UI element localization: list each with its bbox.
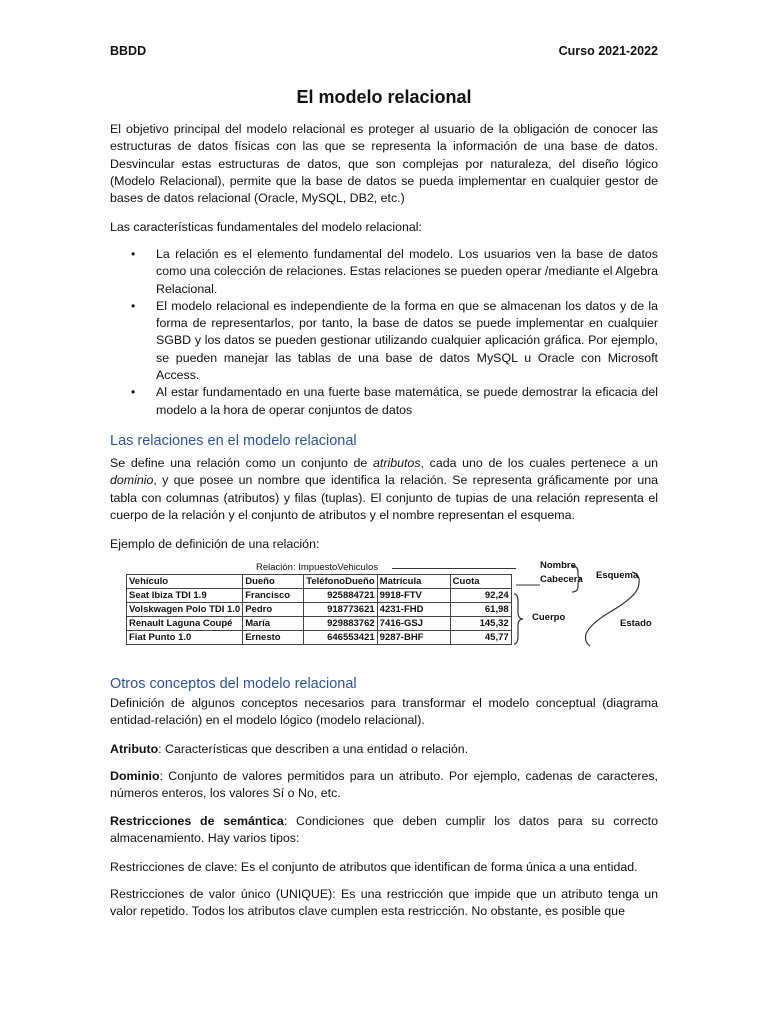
table-row: Volskwagen Polo TDI 1.0 Pedro 918773621 4231-FHD 61,98: [127, 603, 512, 617]
section-heading-concepts: Otros conceptos del modelo relacional: [110, 676, 357, 692]
list-item: • Al estar fundamentado en una fuerte base matemática, se puede demostrar la eficacia del modelo a la hora de operar conjuntos de datos: [131, 385, 658, 417]
bullet-icon: •: [131, 247, 136, 261]
name-pointer-line: [392, 568, 516, 569]
label-estado: Estado: [620, 618, 652, 629]
bullet-icon: •: [131, 385, 136, 400]
label-esquema: Esquema: [596, 570, 639, 581]
section-heading-relations: Las relaciones en el modelo relacional: [110, 433, 357, 449]
column-header: Matrícula: [377, 575, 450, 589]
concepts-intro: Definición de algunos conceptos necesarios para transformar el modelo conceptual (diagrama entidad-relación) en el modelo lógico (modelo relacional).: [110, 696, 658, 728]
definition-restricciones: Restricciones de semántica: Condiciones que deben cumplir los datos para su correcto almacenamiento. Hay varios tipos:: [110, 814, 658, 846]
table-row: Renault Laguna Coupé María 929883762 7416-GSJ 145,32: [127, 617, 512, 631]
list-item: • La relación es el elemento fundamental del modelo. Los usuarios ven la base de datos como una colección de relaciones. Estas relaciones se pueden operar /mediante el Algebra Relacional.: [131, 247, 658, 296]
restriction-unique: Restricciones de valor único (UNIQUE): Es una restricción que impide que un atributo tenga un valor repetido. Todos los atributos clave cumplen esta restricción. No obstante, es posible que: [110, 887, 658, 919]
definition-dominio: Dominio: Conjunto de valores permitidos para un atributo. Por ejemplo, cadenas de caracteres, números enteros, los valores Sí o No, etc.: [110, 769, 658, 801]
label-nombre: Nombre: [540, 560, 576, 571]
column-header: Dueño: [243, 575, 304, 589]
bullet-icon: •: [131, 298, 136, 313]
column-header: Vehículo: [127, 575, 243, 589]
intro-paragraph: El objetivo principal del modelo relacional es proteger al usuario de la obligación de conocer las estructuras de datos físicas con las que se representa la información de una base de datos. Desvincular estas estructuras de datos, que son complejas por naturaleza, del diseño lógico (Modelo Relacional), permite que la base de datos se pueda implementar en cualquier gestor de bases de datos relacional (Oracle, MySQL, DB2, etc.): [110, 122, 658, 206]
definition-atributo: Atributo: Características que describen a una entidad o relación.: [110, 742, 469, 756]
features-intro: Las características fundamentales del modelo relacional:: [110, 220, 422, 234]
label-cabecera: Cabecera: [540, 574, 583, 585]
list-item: • El modelo relacional es independiente de la forma en que se almacenan los datos y de la forma de representarlos, por tanto, la base de datos se puede implementar en cualquier SGBD y los datos se pueden gestionar utilizando cualquier aplicación gráfica. Por ejemplo, se pueden manejar las tablas de una base de datos MySQL u Oracle con Microsoft Access.: [131, 298, 658, 383]
header-course: Curso 2021-2022: [558, 44, 658, 58]
table-row: Fiat Punto 1.0 Ernesto 646553421 9287-BHF 45,77: [127, 631, 512, 645]
table-header-row: [127, 575, 512, 589]
schema-annotation-graphic: [514, 560, 664, 660]
header-subject: BBDD: [110, 44, 147, 58]
example-caption: Ejemplo de definición de una relación:: [110, 537, 320, 551]
relation-table: [126, 574, 512, 645]
restriction-key: Restricciones de clave: Es el conjunto de atributos que identifican de forma única a una entidad.: [110, 860, 638, 874]
relation-figure: [126, 560, 666, 660]
table-row: Seat Ibiza TDI 1.9 Francisco 925884721 9918-FTV 92,24: [127, 589, 512, 603]
column-header: TeléfonoDueño: [304, 575, 377, 589]
column-header: Cuota: [450, 575, 511, 589]
page-title: El modelo relacional: [296, 87, 472, 107]
label-cuerpo: Cuerpo: [532, 612, 566, 623]
relations-paragraph: Se define una relación como un conjunto de atributos, cada uno de los cuales pertenece a un dominio, y que posee un nombre que identifica la relación. Se representa gráficamente por una tabla con columnas (atributos) y filas (tuplas). El conjunto de tupias de una relación representa el cuerpo de la relación y el conjunto de atributos y el nombre representan el esquema.: [110, 456, 659, 522]
relation-name: Relación: ImpuestoVehiculos: [256, 562, 378, 573]
features-list: [110, 246, 658, 419]
